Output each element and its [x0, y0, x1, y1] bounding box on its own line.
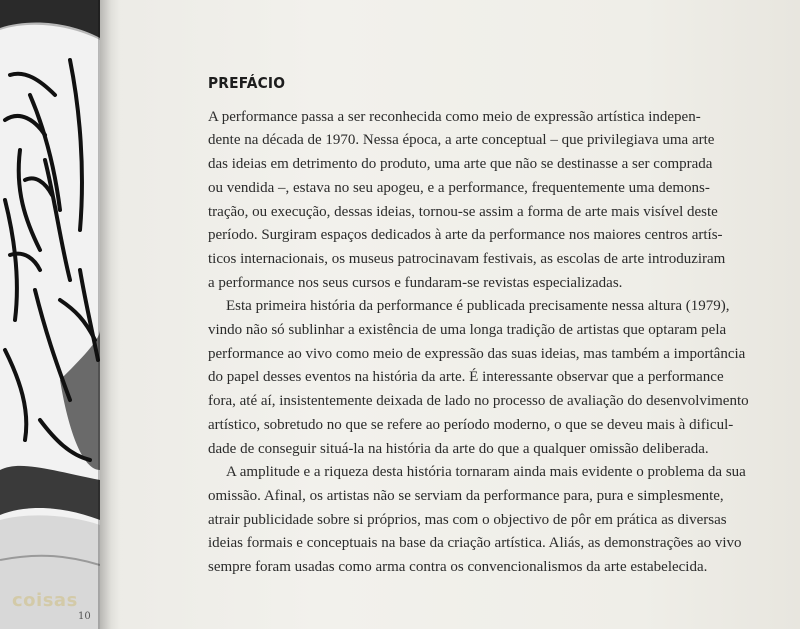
- page-title: PREFÁCIO: [208, 74, 286, 92]
- text-line: A amplitude e a riqueza desta história tornaram ainda mais evidente o problema da sua: [226, 464, 746, 481]
- artwork-image: [0, 0, 100, 629]
- text-line: dade de conseguir situá-la na história da arte do que a qualquer omissão deliberada.: [208, 440, 709, 457]
- text-line: tração, ou execução, dessas ideias, tornou-se assim a forma de arte mais visível deste: [208, 203, 718, 220]
- paragraph-2: [208, 295, 756, 461]
- left-page-artwork-photo: [0, 0, 100, 629]
- text-line: omissão. Afinal, os artistas não se serviam da performance para, pura e simplesmente,: [208, 487, 724, 504]
- text-line: dente na década de 1970. Nessa época, a arte conceptual – que privilegiava uma arte: [208, 132, 715, 149]
- text-line: performance ao vivo como meio de expressão das suas ideias, mas também a importância: [208, 345, 746, 362]
- watermark-logo: coisas: [12, 590, 78, 611]
- text-line: período. Surgiram espaços dedicados à arte da performance nos maiores centros artís-: [208, 227, 723, 244]
- paragraph-3: [208, 461, 756, 580]
- text-line: fora, até aí, insistentemente deixada de lado no processo de avaliação do desenvolvimento: [208, 393, 749, 410]
- text-line: Esta primeira história da performance é publicada precisamente nessa altura (1979),: [226, 298, 730, 315]
- paragraph-1: [208, 106, 756, 296]
- page-number: 10: [78, 611, 91, 622]
- text-line: artístico, sobretudo no que se refere ao período moderno, o que se deveu mais à dificul-: [208, 416, 734, 433]
- text-line: ou vendida –, estava no seu apogeu, e a performance, frequentemente uma demons-: [208, 179, 710, 196]
- text-line: A performance passa a ser reconhecida como meio de expressão artística indepen-: [208, 108, 701, 125]
- text-line: sempre foram usadas como arma contra os convencionalismos da arte estabelecida.: [208, 559, 708, 576]
- text-line: vindo não só sublinhar a existência de uma longa tradição de artistas que optaram pela: [208, 322, 727, 339]
- text-line: das ideias em detrimento do produto, uma arte que não se destinasse a ser comprada: [208, 156, 713, 173]
- text-line: ideias formais e conceptuais na base da criação artística. Aliás, as demonstrações ao vivo: [208, 535, 742, 552]
- text-line: atrair publicidade sobre si próprios, mas com o objectivo de pôr em prática as diversas: [208, 511, 727, 528]
- text-line: do papel desses eventos na história da arte. É interessante observar que a performance: [208, 369, 724, 386]
- page-gutter-shadow: [98, 0, 120, 629]
- preface-text-block: [208, 72, 756, 580]
- text-line: a performance nos seus cursos e fundaram-se revistas especializadas.: [208, 274, 623, 291]
- text-line: ticos internacionais, os museus patrocinavam festivais, as escolas de arte introduziram: [208, 250, 726, 267]
